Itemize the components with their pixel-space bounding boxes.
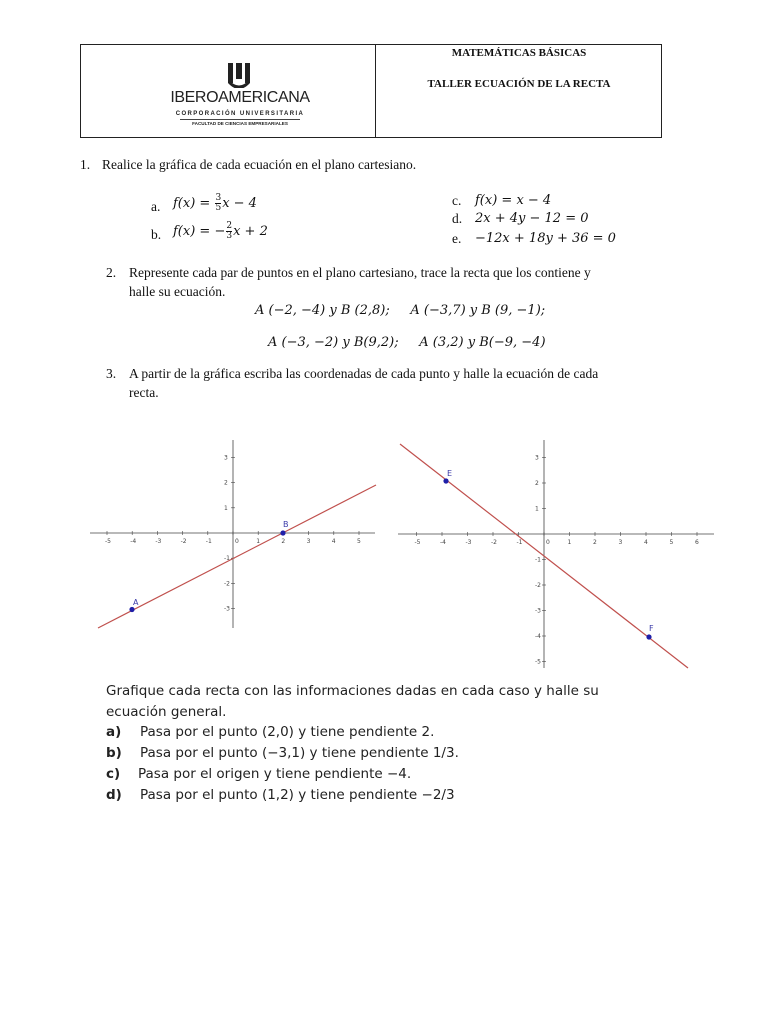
graph-1-y-tick-label: -3 [224, 605, 230, 613]
point-pairs-row2: A (−3, −2) y B(9,2); A (3,2) y B(−9, −4) [268, 335, 546, 350]
graph-2-point-f [646, 634, 651, 639]
graph-2-x-tick-label: -1 [516, 539, 523, 546]
task-a-label: a) [106, 724, 122, 740]
graph-1-x-tick-label: 4 [331, 538, 336, 545]
item-d-label: d. [452, 211, 463, 226]
task-d-label: d) [106, 787, 122, 803]
graph-2-y-tick-label: -2 [535, 582, 541, 589]
graph-1-point-b [280, 530, 285, 535]
graph-2-x-tick-label: 2 [593, 539, 597, 546]
university-logo-icon [226, 62, 252, 88]
item-c-label: c. [452, 193, 462, 208]
course-title: MATEMÁTICAS BÁSICAS [451, 47, 587, 59]
graph-2-x-tick-label: 1 [567, 539, 572, 546]
q2-number: 2. [106, 265, 117, 280]
q3-text-line2: recta. [129, 385, 159, 400]
equation-d: 2x + 4y − 12 = 0 [475, 211, 589, 226]
graph-1-point-a [129, 607, 134, 612]
graph-2-point-f-label: F [649, 624, 654, 633]
logo-faculty: FACULTAD DE CIENCIAS EMPRESARIALES [192, 121, 288, 126]
q2-text-line1: Represente cada par de puntos en el plano cartesiano, trace la recta que los contiene y [129, 265, 591, 280]
graph-1 [90, 438, 380, 638]
item-a-label: a. [151, 199, 161, 214]
worksheet-title: TALLER ECUACIÓN DE LA RECTA [427, 78, 611, 90]
equation-b: f(x) = − $\frac{2}{3}$ x + 2 [173, 221, 268, 241]
graph-1-y-tick-label: 1 [224, 504, 228, 512]
equation-c: f(x) = x − 4 [475, 193, 552, 208]
graph-1-y-tick-label: 3 [224, 454, 228, 462]
graph-2-x-tick-label: 4 [644, 539, 648, 546]
graph-2-y-tick-label: 2 [535, 480, 539, 487]
task-c-text: Pasa por el origen y tiene pendiente −4. [138, 766, 412, 782]
task-a-text: Pasa por el punto (2,0) y tiene pendiente 2. [140, 724, 435, 740]
graph-1-y-tick-label: 2 [224, 479, 228, 487]
equation-e: −12x + 18y + 36 = 0 [475, 231, 616, 246]
logo-name: IBEROAMERICANA [170, 89, 310, 106]
logo-divider [180, 119, 300, 120]
task-intro-line1: Grafique cada recta con las informaciones dadas en cada caso y halle su [106, 683, 599, 699]
graph-2-y-tick-label: 1 [535, 505, 539, 513]
graph-1-x-tick-label: 1 [256, 538, 261, 545]
graph-1-x-tick-label: 5 [357, 538, 361, 545]
graph-1-y-tick-label: -2 [224, 580, 230, 588]
graph-2-x-tick-label: 0 [546, 539, 550, 546]
item-e-label: e. [452, 231, 462, 246]
graph-2-x-tick-label: 3 [618, 539, 623, 546]
q2-text-line2: halle su ecuación. [129, 284, 226, 299]
graph-1-x-tick-label: 3 [306, 538, 311, 545]
graph-2-x-tick-label: -2 [491, 539, 497, 546]
graph-2-x-tick-label: -3 [465, 539, 472, 546]
graph-2-y-tick-label: 3 [535, 454, 539, 462]
graph-1-point-b-label: B [283, 520, 289, 529]
equation-a: f(x) = $\frac{3}{5}$ x − 4 [173, 193, 257, 213]
graph-2-x-tick-label: -4 [440, 539, 446, 546]
q3-text-line1: A partir de la gráfica escriba las coordenadas de cada punto y halle la ecuación de cada [129, 366, 599, 381]
q3-number: 3. [106, 366, 117, 381]
graph-2-point-e-label: E [447, 469, 453, 478]
task-b-label: b) [106, 745, 122, 761]
task-intro-line2: ecuación general. [106, 704, 227, 720]
q1-text: Realice la gráfica de cada ecuación en el plano cartesiano. [102, 157, 417, 172]
q1-number: 1. [80, 157, 91, 172]
graph-2 [398, 438, 716, 670]
graph-2-y-tick-label: -5 [535, 658, 541, 666]
graph-1-line [98, 485, 376, 628]
task-b-text: Pasa por el punto (−3,1) y tiene pendiente 1/3. [140, 745, 459, 761]
graph-1-point-a-label: A [133, 598, 139, 607]
graph-2-ticks [415, 455, 700, 666]
graph-2-point-e [443, 478, 448, 483]
point-pairs-row1: A (−2, −4) y B (2,8); A (−3,7) y B (9, −1); [255, 303, 546, 318]
graph-1-x-tick-label: -5 [105, 538, 111, 545]
graph-1-x-tick-label: -2 [180, 538, 187, 545]
graph-2-y-tick-label: -4 [535, 633, 541, 640]
graph-2-x-tick-label: 6 [695, 539, 699, 546]
graph-2-x-tick-label: 5 [669, 539, 674, 546]
graph-1-x-tick-label: 2 [281, 538, 286, 545]
graph-1-x-tick-label: 0 [235, 538, 239, 545]
graph-1-x-tick-label: -3 [155, 538, 162, 545]
task-d-text: Pasa por el punto (1,2) y tiene pendiente −2/3 [140, 787, 455, 803]
graph-2-x-tick-label: -5 [414, 539, 421, 546]
graph-1-x-tick-label: -4 [130, 538, 137, 545]
graph-2-y-tick-label: -1 [535, 556, 541, 564]
graph-1-x-tick-label: -1 [205, 538, 212, 545]
task-c-label: c) [106, 766, 121, 782]
graph-2-y-tick-label: -3 [535, 607, 541, 615]
item-b-label: b. [151, 227, 162, 242]
logo-subtitle: CORPORACIÓN UNIVERSITARIA [175, 111, 305, 117]
graph-1-y-tick-label: -1 [224, 555, 230, 563]
